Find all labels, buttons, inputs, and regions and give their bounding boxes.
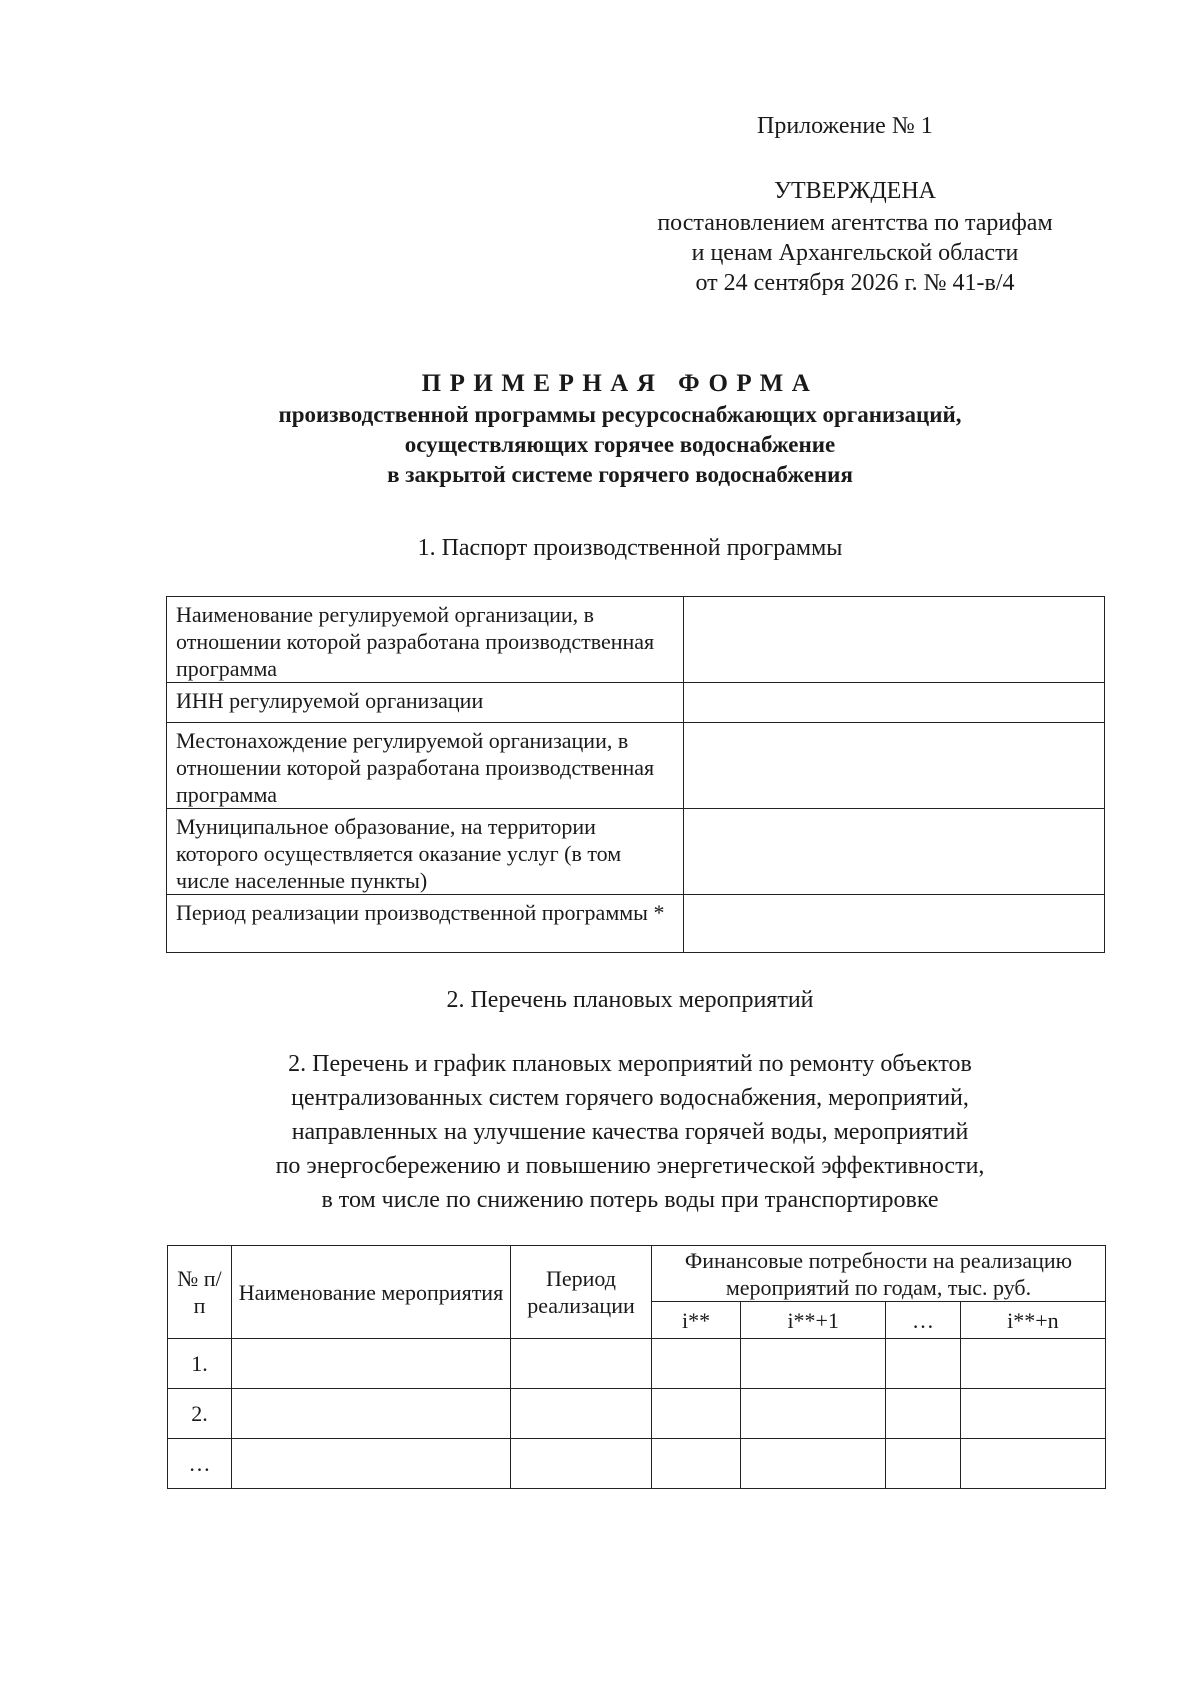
plan-table — [167, 1245, 1106, 1489]
resolution-line: постановлением агентства по тарифам — [657, 210, 1053, 236]
table-row — [168, 1339, 1106, 1389]
year-col-header: i**+n — [960, 1302, 1105, 1339]
table-row — [167, 597, 1105, 683]
passport-value[interactable] — [684, 683, 1105, 723]
passport-label: Период реализации производственной программы * — [167, 895, 684, 953]
passport-value[interactable] — [684, 895, 1105, 953]
table-cell[interactable] — [232, 1439, 511, 1489]
year-col-header: i** — [652, 1302, 741, 1339]
description-line: 2. Перечень и график плановых мероприятий по ремонту объектов — [288, 1051, 972, 1077]
title-sub-line: осуществляющих горячее водоснабжение — [404, 432, 836, 457]
title-sub-line: производственной программы ресурсоснабжающих организаций, — [278, 402, 962, 427]
table-row — [167, 723, 1105, 809]
description-line: централизованных систем горячего водоснабжения, мероприятий, — [291, 1085, 969, 1111]
table-cell[interactable] — [741, 1439, 886, 1489]
passport-value[interactable] — [684, 809, 1105, 895]
section1-heading: 1. Паспорт производственной программы — [417, 535, 843, 561]
table-cell[interactable] — [886, 1439, 960, 1489]
col-header-num: № п/п — [168, 1246, 232, 1339]
table-row — [167, 809, 1105, 895]
table-cell[interactable] — [960, 1439, 1105, 1489]
table-cell[interactable] — [652, 1439, 741, 1489]
table-cell[interactable] — [960, 1389, 1105, 1439]
title-main: ПРИМЕРНАЯ ФОРМА — [421, 370, 819, 397]
resolution-line: от 24 сентября 2026 г. № 41-в/4 — [695, 270, 1015, 296]
table-cell[interactable] — [741, 1339, 886, 1389]
approval-block — [615, 176, 1095, 298]
row-number: 1. — [168, 1339, 232, 1389]
table-cell[interactable] — [232, 1389, 511, 1439]
year-col-header: i**+1 — [741, 1302, 886, 1339]
passport-label: ИНН регулируемой организации — [167, 683, 684, 723]
passport-table — [166, 596, 1105, 953]
col-header-period: Период реализации — [511, 1246, 652, 1339]
appendix-number: Приложение № 1 — [757, 113, 933, 139]
resolution-line: и ценам Архангельской области — [691, 240, 1019, 266]
table-cell[interactable] — [511, 1339, 652, 1389]
passport-value[interactable] — [684, 597, 1105, 683]
col-header-name: Наименование мероприятия — [232, 1246, 511, 1339]
table-cell[interactable] — [511, 1389, 652, 1439]
year-col-header: … — [886, 1302, 960, 1339]
passport-value[interactable] — [684, 723, 1105, 809]
section2-heading: 2. Перечень плановых мероприятий — [446, 987, 814, 1013]
table-cell[interactable] — [511, 1439, 652, 1489]
passport-label: Местонахождение регулируемой организации, в отношении которой разработана производственная программа — [167, 723, 684, 809]
description-line: в том числе по снижению потерь воды при транспортировке — [321, 1187, 939, 1213]
table-cell[interactable] — [652, 1389, 741, 1439]
table-row — [167, 683, 1105, 723]
table-row — [168, 1389, 1106, 1439]
description-line: направленных на улучшение качества горячей воды, мероприятий — [291, 1119, 969, 1145]
table-cell[interactable] — [886, 1339, 960, 1389]
header-row — [168, 1246, 1106, 1302]
row-number: 2. — [168, 1389, 232, 1439]
passport-label: Наименование регулируемой организации, в отношении которой разработана производственная программа — [167, 597, 684, 683]
title-sub-line: в закрытой системе горячего водоснабжения — [387, 462, 853, 487]
table-cell[interactable] — [232, 1339, 511, 1389]
description-line: по энергосбережению и повышению энергетической эффективности, — [275, 1153, 985, 1179]
table-cell[interactable] — [886, 1389, 960, 1439]
col-header-finance: Финансовые потребности на реализацию мероприятий по годам, тыс. руб. — [652, 1246, 1106, 1302]
document-title — [0, 368, 1200, 490]
section2-description — [0, 1047, 1200, 1217]
table-cell[interactable] — [741, 1389, 886, 1439]
table-row — [168, 1439, 1106, 1489]
table-row — [167, 895, 1105, 953]
table-cell[interactable] — [652, 1339, 741, 1389]
row-number: … — [168, 1439, 232, 1489]
passport-label: Муниципальное образование, на территории которого осуществляется оказание услуг (в том числе населенные пункты) — [167, 809, 684, 895]
table-cell[interactable] — [960, 1339, 1105, 1389]
approved-label: УТВЕРЖДЕНА — [773, 178, 937, 204]
